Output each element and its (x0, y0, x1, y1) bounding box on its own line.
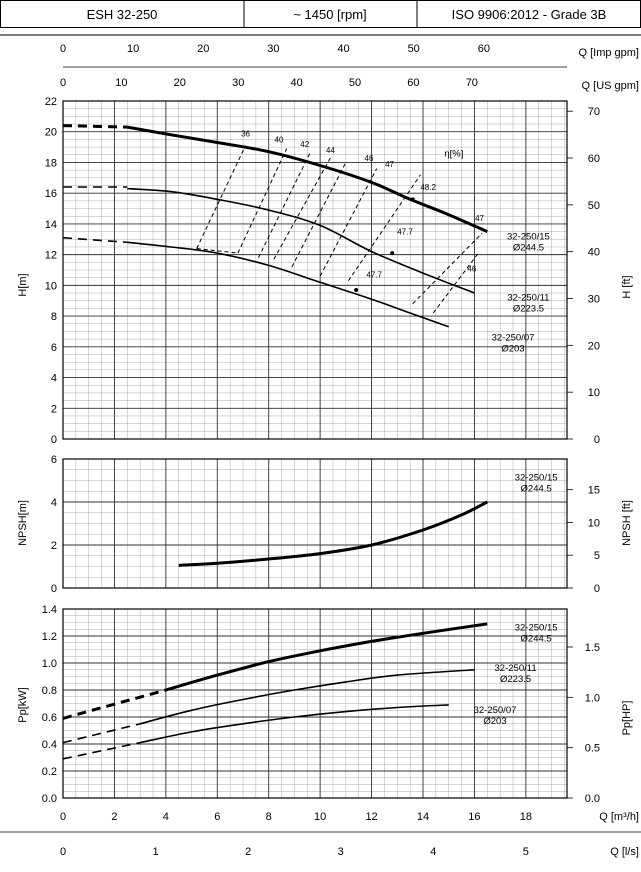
npsh-panel (51, 454, 600, 595)
efficiency-value-label: 47 (385, 160, 395, 170)
q-ls-tick-label: 4 (430, 846, 437, 858)
q-imp-tick-label: 40 (337, 43, 350, 55)
h-ft-axis-label: H [ft] (621, 275, 633, 299)
q-us-tick-label: 20 (173, 77, 186, 89)
q-m3h-tick-label: 4 (162, 811, 169, 823)
q-imp-tick-label: 30 (267, 43, 280, 55)
efficiency-value-label: 40 (274, 135, 284, 145)
y2-tick-label: 0.0 (584, 793, 600, 805)
q-ls-tick-label: 0 (59, 846, 67, 858)
efficiency-value-label: 46 (364, 153, 374, 163)
y-tick-label: 6 (50, 341, 57, 354)
y-tick-label: 0.0 (41, 793, 57, 805)
q-ls-axis-label: Q [l/s] (610, 846, 639, 858)
head-curve-0-dashed (63, 126, 127, 128)
y2-tick-label: 0.5 (584, 742, 600, 755)
y-tick-label: 16 (44, 188, 57, 201)
q-us-axis-label: Q [US gpm] (581, 80, 639, 92)
q-us-tick-label: 0 (59, 77, 67, 89)
y-tick-label: 20 (44, 126, 57, 139)
q-us-tick-label: 30 (232, 77, 245, 89)
efficiency-value-label: 48.2 (420, 183, 436, 193)
q-imp-tick-label: 0 (59, 43, 67, 55)
efficiency-value-label: 42 (300, 140, 310, 150)
y2-tick-label: 20 (587, 340, 600, 353)
series-label: 32-250/11 Ø223.5 (494, 663, 537, 686)
q-us-tick-label: 60 (407, 77, 420, 89)
q-imp-tick-label: 60 (477, 43, 490, 55)
power-curve-0 (166, 624, 487, 690)
q-us-tick-label: 70 (465, 77, 478, 89)
q-m3h-tick-label: 14 (416, 811, 430, 823)
head-curve-2-dashed (63, 238, 127, 243)
bep-point (411, 197, 415, 201)
y2-tick-label: 1.0 (584, 692, 600, 705)
y-tick-label: 2 (50, 403, 57, 416)
q-imp-tick-label: 20 (197, 43, 210, 55)
efficiency-axis-label: η[%] (444, 148, 464, 160)
y2-tick-label: 0 (593, 434, 600, 446)
q-ls-ticks (60, 846, 529, 858)
y-tick-label: 1.2 (41, 631, 57, 643)
p-axis-label: Pp[kW] (17, 687, 29, 723)
series-label: 32-250/07 Ø203 (473, 704, 517, 727)
y2-tick-label: 30 (587, 293, 600, 306)
y-tick-label: 6 (50, 454, 57, 466)
q-ls-tick-label: 1 (152, 846, 159, 858)
y2-tick-label: 40 (587, 246, 600, 259)
y2-tick-label: 50 (587, 199, 600, 212)
q-ls-tick-label: 3 (337, 846, 344, 858)
y-tick-label: 1.4 (41, 604, 57, 616)
q-us-ticks (60, 77, 478, 89)
efficiency-value-label: 47.7 (366, 270, 382, 280)
q-m3h-axis-label: Q [m³/h] (599, 811, 639, 823)
series-label: 32-250/15 Ø244.5 (514, 472, 558, 495)
y-tick-label: 22 (44, 96, 57, 108)
h-axis-label: H[m] (17, 273, 29, 297)
y2-tick-label: 0 (593, 583, 600, 595)
p-hp-axis-label: Pp[HP] (621, 700, 633, 736)
efficiency-value-label: 44 (325, 146, 335, 156)
y-tick-label: 0.8 (41, 685, 57, 697)
y2-tick-label: 5 (593, 550, 600, 563)
y2-tick-label: 15 (587, 484, 600, 497)
q-us-tick-label: 10 (115, 77, 128, 89)
q-ls-tick-label: 5 (522, 846, 529, 858)
q-imp-tick-label: 10 (127, 43, 140, 55)
y-tick-label: 4 (50, 372, 57, 385)
q-m3h-tick-label: 8 (265, 811, 272, 823)
y-tick-label: 0.2 (41, 766, 57, 778)
efficiency-value-label: 46 (467, 264, 477, 274)
q-m3h-ticks (60, 811, 532, 823)
bottom-axes (0, 811, 641, 858)
series-label: 32-250/15 Ø244.5 (507, 231, 550, 254)
iso-efficiency-line (433, 252, 479, 313)
q-m3h-tick-label: 2 (111, 811, 118, 823)
q-us-tick-label: 50 (348, 77, 362, 89)
npsh-ft-axis-label: NPSH [ft] (621, 500, 633, 546)
power-panel (42, 604, 600, 805)
bep-point (354, 288, 358, 292)
q-m3h-tick-label: 18 (519, 811, 532, 823)
npsh-axis-label: NPSH[m] (17, 500, 29, 546)
q-imp-ticks (60, 43, 490, 55)
test-standard: ISO 9906:2012 - Grade 3B (451, 7, 607, 22)
y-tick-label: 8 (50, 311, 57, 324)
series-label: 32-250/15 Ø244.5 (514, 622, 558, 645)
q-imp-axis-label: Q [Imp gpm] (578, 47, 639, 59)
y-tick-label: 0 (50, 434, 57, 446)
y2-tick-label: 70 (587, 106, 600, 119)
series-label: 32-250/07 Ø203 (491, 332, 535, 355)
q-m3h-tick-label: 12 (365, 811, 378, 823)
iso-efficiency-line (320, 169, 377, 277)
y-tick-label: 12 (44, 249, 57, 262)
efficiency-value-label: 36 (241, 129, 251, 139)
head-panel (45, 96, 600, 446)
y2-tick-label: 10 (587, 387, 600, 400)
q-ls-tick-label: 2 (245, 846, 252, 858)
y-tick-label: 0.4 (41, 739, 57, 751)
y-tick-label: 0 (50, 583, 57, 595)
y2-tick-label: 60 (587, 153, 600, 166)
iso-efficiency-line (258, 153, 309, 257)
top-axes (60, 43, 639, 92)
pump-model: ESH 32-250 (86, 7, 158, 22)
q-m3h-tick-label: 10 (314, 811, 327, 823)
y2-tick-label: 1.5 (584, 641, 600, 654)
bep-point (390, 251, 394, 255)
y-tick-label: 18 (44, 157, 57, 170)
efficiency-value-label: 47.7 (397, 227, 413, 237)
y-tick-label: 4 (50, 497, 57, 509)
q-m3h-tick-label: 16 (468, 811, 481, 823)
y-tick-label: 10 (44, 280, 57, 293)
header (0, 0, 641, 35)
y2-tick-label: 10 (587, 517, 600, 530)
y-tick-label: 14 (44, 218, 57, 231)
pump-speed: ~ 1450 [rpm] (293, 7, 367, 22)
y-tick-label: 0.6 (41, 712, 57, 724)
q-imp-tick-label: 50 (407, 43, 420, 55)
q-m3h-tick-label: 6 (214, 811, 221, 823)
efficiency-value-label: 47 (475, 213, 485, 223)
q-m3h-tick-label: 0 (59, 811, 67, 823)
y-tick-label: 2 (50, 540, 57, 552)
y-tick-label: 1.0 (41, 658, 57, 670)
series-label: 32-250/11 Ø223.5 (507, 292, 550, 315)
q-us-tick-label: 40 (290, 77, 303, 89)
